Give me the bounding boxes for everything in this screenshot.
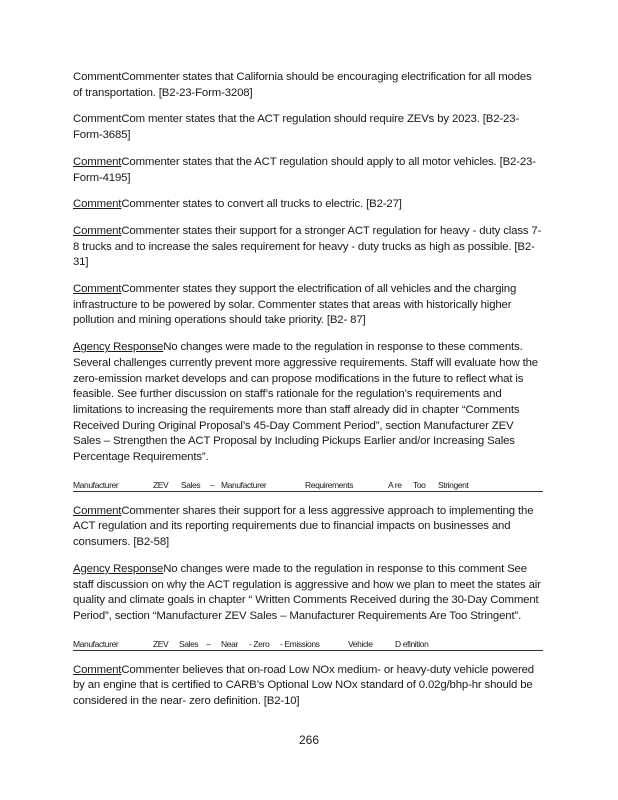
page-body [73, 70, 543, 721]
comment-text: Com menter states that the ACT regulation should require ZEVs by 2023. [B2-23-Form-3685] [73, 113, 520, 142]
comment-text: Commenter believes that on-road Low NOx medium- or heavy-duty vehicle powered by an engine that is certified to CARB’s Optional Low NOx standard of 0.02g/bhp-hr should be considered in the near- zero definition. [B2-10] [73, 663, 534, 708]
section-heading-nzev-definition [73, 636, 543, 651]
comment-text: Commenter states that the ACT regulation should apply to all motor vehicles. [B2-23-Form-4195] [73, 155, 536, 184]
section-heading-requirements-too-stringent [73, 477, 543, 492]
comment-label: Comment [73, 663, 122, 676]
agency-response-label: Agency Response [73, 562, 164, 575]
comment-paragraph [73, 70, 543, 101]
comment-text: Commenter shares their support for a less aggressive approach to implementing the ACT regulation and its reporting requirements due to financial impacts on businesses and consumers. [B2-58] [73, 504, 534, 549]
comment-text: Commenter states to convert all trucks to electric. [B2-27] [121, 198, 402, 211]
comment-label: Comment [73, 155, 122, 168]
heading-word: Too [413, 479, 426, 490]
heading-word: Manufacturer [221, 479, 267, 490]
comment-label: Comment [73, 198, 122, 211]
agency-response-paragraph [73, 340, 543, 466]
comment-paragraph [73, 112, 543, 143]
heading-word: Requirements [305, 479, 354, 490]
comment-text: Commenter states that California should be encouraging electrification for all modes of transportation. [B2-23-Form-3208] [73, 71, 532, 99]
heading-word: Sales [179, 638, 199, 649]
comment-label: Comment [73, 113, 122, 126]
heading-word: Vehicle [348, 638, 373, 649]
agency-response-paragraph [73, 562, 543, 625]
comment-paragraph [73, 224, 543, 271]
agency-response-text: No changes were made to the regulation in response to this comment See staff discussion on why the ACT regulation is aggressive and how we plan to meet the states air quality and climate goals in chapter “ Written Comments Received during the 30-Day Comment Period”, section “Manufacturer ZEV Sales – Manufacturer Requirements Are Too Stringent”. [73, 562, 541, 622]
heading-word: ZEV [153, 479, 169, 490]
heading-word: – [210, 479, 215, 490]
comment-paragraph [73, 197, 543, 213]
comment-text: Commenter states their support for a stronger ACT regulation for heavy - duty class 7-8 trucks and to increase the sales requirement for heavy - duty trucks as high as possible. [B2-31] [73, 224, 542, 269]
comment-label: Comment [73, 71, 122, 83]
comment-label: Comment [73, 504, 122, 517]
comment-text: Commenter states they support the electrification of all vehicles and the charging infrastructure to be powered by solar. Commenter states that areas with historically higher pollution and mining operations should take priority. [B2- 87] [73, 283, 517, 327]
heading-word: ZEV [153, 638, 169, 649]
heading-word: Manufacturer [73, 638, 119, 649]
heading-word: Manufacturer [73, 479, 119, 490]
heading-word: - Emissions [280, 638, 320, 649]
page-number: 266 [298, 733, 320, 747]
heading-word: Stringent [438, 479, 469, 490]
comment-paragraph [73, 282, 543, 329]
comment-label: Comment [73, 224, 122, 237]
heading-word: Near [221, 638, 238, 649]
heading-word: Sales [181, 479, 201, 490]
comment-paragraph [73, 663, 543, 710]
comment-paragraph [73, 155, 543, 186]
agency-response-label: Agency Response [73, 341, 164, 354]
heading-word: - Zero [249, 638, 270, 649]
heading-word: – [206, 638, 211, 649]
heading-word: A re [388, 479, 402, 490]
comment-label: Comment [73, 283, 122, 296]
agency-response-text: No changes were made to the regulation in response to these comments. Several challenges currently prevent more aggressive requirements. Staff will evaluate how the zero-emission market develops and can propose modifications in the future to reflect what is feasible. See further discussion on staff’s rationale for the regulation’s requirements and limitations to increasing the requirements more than staff already did in chapter “Comments Received During Original Proposal’s 45-Day Comment Period”, section Manufacturer ZEV Sales – Strengthen the ACT Proposal by Including Pickups Earlier and/or Increasing Sales Percentage Requirements”. [73, 341, 538, 464]
heading-word: D efinition [395, 638, 429, 649]
comment-paragraph [73, 504, 543, 551]
